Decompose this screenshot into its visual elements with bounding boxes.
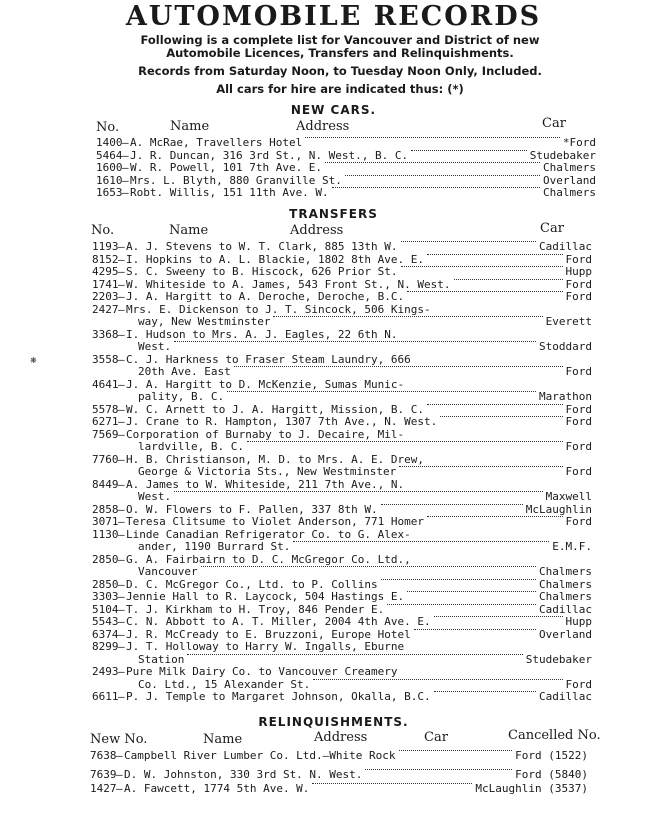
leader-dots xyxy=(174,341,536,342)
transfers-row-line xyxy=(0,529,667,541)
transfers-heading: TRANSFERS xyxy=(289,207,378,221)
new_cars-row-car: Overland xyxy=(543,173,596,187)
transfers-row-line xyxy=(0,316,667,328)
transfers-row-text: Linde Canadian Refrigerator Co. to G. Alex- xyxy=(126,527,411,541)
transfers-row-line xyxy=(0,491,667,503)
relinquishments-row-line xyxy=(0,769,667,781)
transfers-row-car: Ford xyxy=(565,277,592,291)
leader-dots xyxy=(293,541,549,542)
entry-dash: — xyxy=(118,277,125,291)
entry-dash: — xyxy=(122,136,129,149)
transfers-row-number: 3558 xyxy=(92,352,119,366)
transfers-row-text: I. Hopkins to A. L. Blackie, 1802 8th Ave. E. xyxy=(126,252,425,266)
transfers-row-number: 1741 xyxy=(92,277,119,291)
entry-dash: — xyxy=(118,552,125,566)
page-title: AUTOMOBILE RECORDS xyxy=(125,1,542,32)
transfers-row-text: D. C. McGregor Co., Ltd. to P. Collins xyxy=(126,577,378,591)
transfers-row-line xyxy=(0,629,667,641)
transfers-row-text: J. T. Holloway to Harry W. Ingalls, Eburne xyxy=(126,640,405,653)
transfers-col-car: Car xyxy=(540,221,564,236)
relinquishments-row-car: McLaughlin (3537) xyxy=(475,782,588,795)
transfers-row-line xyxy=(0,516,667,528)
new_cars-row-text: A. McRae, Travellers Hotel xyxy=(130,136,303,149)
entry-dash: — xyxy=(116,767,123,781)
transfers-row-number: 5543 xyxy=(92,615,119,628)
transfers-row-number: 1193 xyxy=(92,240,119,253)
transfers-row-number: 4641 xyxy=(92,377,119,391)
transfers-row-line xyxy=(0,379,667,391)
new_cars-row-line xyxy=(0,162,667,174)
transfers-row-number: 8299 xyxy=(92,640,119,653)
transfers-row-car: Chalmers xyxy=(539,565,592,578)
transfers-row-text: J. R. McCready to E. Bruzzoni, Europe Hotel xyxy=(126,627,411,641)
transfers-row-number: 6271 xyxy=(92,415,119,428)
leader-dots xyxy=(381,504,523,505)
entry-dash: — xyxy=(118,590,125,603)
transfers-row-text: lardville, B. C. xyxy=(138,440,244,453)
transfers-row-text: G. A. Fairbairn to D. C. McGregor Co. Ltd., xyxy=(126,552,411,566)
transfers-row-car: Cadillac xyxy=(539,690,592,703)
transfers-row-number: 2858 xyxy=(92,502,119,516)
transfers-row-line xyxy=(0,566,667,578)
leader-dots xyxy=(407,591,536,592)
transfers-row-line xyxy=(0,441,667,453)
transfers-row-car: Ford xyxy=(565,440,592,453)
leader-dots xyxy=(411,150,527,151)
intro-line-4: All cars for hire are indicated thus: (*) xyxy=(216,82,464,96)
transfers-row-text: way, New Westminster xyxy=(138,315,271,328)
relinq-col-car: Car xyxy=(424,730,448,745)
entry-dash: — xyxy=(118,502,125,516)
entry-dash: — xyxy=(118,452,125,466)
transfers-row-line xyxy=(0,391,667,403)
transfers-row-text: J. Crane to R. Hampton, 1307 7th Ave., N. West. xyxy=(126,415,438,428)
transfers-col-name: Name xyxy=(169,223,209,238)
new_cars-row-car: Chalmers xyxy=(543,161,596,174)
transfers-row-text: Station xyxy=(138,652,185,666)
transfers-row-car: Ford xyxy=(565,252,592,266)
transfers-row-number: 2427 xyxy=(92,302,119,316)
transfers-row-car: Ford xyxy=(565,365,592,378)
transfers-row-line xyxy=(0,341,667,353)
relinquishments-row-number: 1427 xyxy=(90,782,117,795)
relinquishments-row-number: 7639 xyxy=(90,767,117,781)
entry-dash: — xyxy=(118,240,125,253)
relinquishments-row-line xyxy=(0,750,667,762)
transfers-row-text: A. J. Stevens to W. T. Clark, 885 13th W. xyxy=(126,240,398,253)
transfers-row-line xyxy=(0,254,667,266)
entry-dash: — xyxy=(118,290,125,303)
new_cars-row-number: 1600 xyxy=(96,161,123,174)
print-speck: ❋ xyxy=(30,356,37,365)
leader-dots xyxy=(325,162,540,163)
leader-dots xyxy=(332,187,540,188)
transfers-row-car: Ford xyxy=(565,515,592,528)
transfers-row-line xyxy=(0,654,667,666)
new_cars-row-line xyxy=(0,175,667,187)
leader-dots xyxy=(440,416,563,417)
new-cars-col-name: Name xyxy=(170,119,210,134)
transfers-row-number: 2203 xyxy=(92,290,119,303)
intro-line-2: Automobile Licences, Transfers and Relinquishments. xyxy=(166,46,514,60)
transfers-row-number: 3071 xyxy=(92,515,119,528)
transfers-row-car: Chalmers xyxy=(539,577,592,591)
new_cars-row-text: Mrs. L. Blyth, 880 Granville St. xyxy=(130,173,342,187)
transfers-row-number: 8449 xyxy=(92,477,119,491)
leader-dots xyxy=(313,679,563,680)
entry-dash: — xyxy=(122,186,129,199)
transfers-row-line xyxy=(0,404,667,416)
transfers-row-line xyxy=(0,504,667,516)
leader-dots xyxy=(434,616,563,617)
transfers-row-text: Teresa Clitsume to Violet Anderson, 771 Homer xyxy=(126,515,425,528)
transfers-row-text: O. W. Flowers to F. Pallen, 337 8th W. xyxy=(126,502,378,516)
transfers-row-line xyxy=(0,304,667,316)
transfers-row-text: ander, 1190 Burrard St. xyxy=(138,540,291,553)
transfers-row-line xyxy=(0,604,667,616)
transfers-row-car: Maxwell xyxy=(545,490,592,503)
new-cars-col-address: Address xyxy=(296,119,350,134)
transfers-row-text: C. N. Abbott to A. T. Miller, 2004 4th Ave. E. xyxy=(126,615,431,628)
transfers-row-car: Cadillac xyxy=(539,240,592,253)
transfers-row-text: H. B. Christianson, M. D. to Mrs. A. E. Drew, xyxy=(126,452,425,466)
transfers-row-text: S. C. Sweeny to B. Hiscock, 626 Prior St. xyxy=(126,265,398,278)
entry-dash: — xyxy=(118,515,125,528)
transfers-row-number: 3368 xyxy=(92,327,119,341)
entry-dash: — xyxy=(118,402,125,416)
leader-dots xyxy=(387,604,536,605)
transfers-row-text: West. xyxy=(138,490,172,503)
transfers-row-text: Corporation of Burnaby to J. Decaire, Mil- xyxy=(126,427,405,441)
transfers-row-number: 2850 xyxy=(92,577,119,591)
entry-dash: — xyxy=(118,427,125,441)
entry-dash: — xyxy=(118,302,125,316)
transfers-row-text: A. James to W. Whiteside, 211 7th Ave., N. xyxy=(126,477,405,491)
relinq-col-new-no: New No. xyxy=(90,732,148,747)
transfers-row-car: E.M.F. xyxy=(552,540,592,553)
entry-dash: — xyxy=(122,173,129,187)
transfers-row-line xyxy=(0,479,667,491)
entry-dash: — xyxy=(118,640,125,653)
leader-dots xyxy=(414,629,536,630)
transfers-row-car: Hupp xyxy=(565,265,592,278)
new_cars-row-line xyxy=(0,187,667,199)
entry-dash: — xyxy=(118,527,125,541)
leader-dots xyxy=(399,466,563,467)
transfers-row-number: 5578 xyxy=(92,402,119,416)
entry-dash: — xyxy=(118,577,125,591)
transfers-row-line xyxy=(0,291,667,303)
transfers-row-line xyxy=(0,616,667,628)
transfers-row-car: Cadillac xyxy=(539,602,592,616)
entry-dash: — xyxy=(118,477,125,491)
new-cars-heading: NEW CARS. xyxy=(290,103,377,117)
transfers-row-line xyxy=(0,366,667,378)
new_cars-row-car: *Ford xyxy=(562,136,596,149)
entry-dash: — xyxy=(116,782,123,795)
transfers-row-car: Marathon xyxy=(539,390,592,403)
new_cars-row-text: Robt. Willis, 151 11th Ave. W. xyxy=(130,186,329,199)
transfers-row-car: Studebaker xyxy=(525,652,592,666)
transfers-row-car: Ford xyxy=(565,465,592,478)
relinquishments-row-number: 7638 xyxy=(90,749,117,762)
leader-dots xyxy=(381,579,536,580)
relinquishments-row-text: Campbell River Lumber Co. Ltd.—White Rock xyxy=(124,749,396,762)
leader-dots xyxy=(312,783,472,784)
new_cars-row-car: Chalmers xyxy=(543,186,596,199)
new_cars-row-line xyxy=(0,150,667,162)
transfers-row-line xyxy=(0,641,667,653)
new_cars-row-text: J. R. Duncan, 316 3rd St., N. West., B. C. xyxy=(130,148,409,162)
transfers-row-car: Ford xyxy=(565,402,592,416)
entry-dash: — xyxy=(118,615,125,628)
relinq-col-cancelled-no: Cancelled No. xyxy=(508,728,601,743)
transfers-row-number: 7760 xyxy=(92,452,119,466)
transfers-row-line xyxy=(0,454,667,466)
leader-dots xyxy=(365,769,512,770)
transfers-row-line xyxy=(0,579,667,591)
transfers-row-line xyxy=(0,691,667,703)
entry-dash: — xyxy=(118,602,125,616)
transfers-row-car: Overland xyxy=(539,627,592,641)
transfers-row-number: 4295 xyxy=(92,265,119,278)
relinquishments-row-line xyxy=(0,783,667,795)
new_cars-row-text: W. R. Powell, 101 7th Ave. E. xyxy=(130,161,323,174)
transfers-row-line xyxy=(0,466,667,478)
transfers-row-text: Pure Milk Dairy Co. to Vancouver Creamery xyxy=(126,665,398,678)
relinquishments-row-car: Ford (5840) xyxy=(515,767,588,781)
entry-dash: — xyxy=(118,627,125,641)
transfers-row-text: pality, B. C. xyxy=(138,390,225,403)
new_cars-row-number: 1400 xyxy=(96,136,123,149)
leader-dots xyxy=(427,516,563,517)
transfers-row-car: Everett xyxy=(545,315,592,328)
transfers-row-line xyxy=(0,429,667,441)
transfers-row-line xyxy=(0,329,667,341)
transfers-row-number: 5104 xyxy=(92,602,119,616)
transfers-row-number: 3303 xyxy=(92,590,119,603)
leader-dots xyxy=(174,491,543,492)
relinquishments-heading: RELINQUISHMENTS. xyxy=(258,715,409,729)
leader-dots xyxy=(273,316,543,317)
new_cars-row-number: 1653 xyxy=(96,186,123,199)
transfers-row-car: Ford xyxy=(565,415,592,428)
transfers-col-address: Address xyxy=(290,223,344,238)
relinquishments-row-car: Ford (1522) xyxy=(515,749,588,762)
leader-dots xyxy=(454,279,563,280)
leader-dots xyxy=(234,366,563,367)
transfers-row-car: Ford xyxy=(565,677,592,691)
relinq-col-address: Address xyxy=(314,730,368,745)
transfers-row-line xyxy=(0,541,667,553)
new_cars-row-number: 5464 xyxy=(96,148,123,162)
transfers-row-line xyxy=(0,679,667,691)
relinquishments-row-text: D. W. Johnston, 330 3rd St. N. West. xyxy=(124,767,363,781)
leader-dots xyxy=(427,404,563,405)
transfers-row-car: Stoddard xyxy=(539,340,592,353)
leader-dots xyxy=(345,175,540,176)
leader-dots xyxy=(399,750,512,751)
entry-dash: — xyxy=(118,415,125,428)
relinq-col-name: Name xyxy=(203,732,243,747)
entry-dash: — xyxy=(116,749,123,762)
entry-dash: — xyxy=(122,148,129,162)
leader-dots xyxy=(305,137,560,138)
new_cars-row-line xyxy=(0,137,667,149)
transfers-row-line xyxy=(0,554,667,566)
transfers-row-car: Hupp xyxy=(565,615,592,628)
leader-dots xyxy=(201,566,536,567)
transfers-row-number: 6611 xyxy=(92,690,119,703)
transfers-row-number: 2850 xyxy=(92,552,119,566)
new-cars-col-car: Car xyxy=(542,116,566,131)
entry-dash: — xyxy=(118,665,125,678)
new-cars-col-no: No. xyxy=(96,120,120,135)
transfers-row-text: George & Victoria Sts., New Westminster xyxy=(138,465,397,478)
transfers-row-line xyxy=(0,666,667,678)
transfers-row-text: J. A. Hargitt to D. McKenzie, Sumas Munic- xyxy=(126,377,405,391)
transfers-row-text: P. J. Temple to Margaret Johnson, Okalla, B.C. xyxy=(126,690,431,703)
intro-line-1: Following is a complete list for Vancouver and District of new xyxy=(140,33,540,47)
entry-dash: — xyxy=(122,161,129,174)
new_cars-row-car: Studebaker xyxy=(529,148,596,162)
transfers-row-text: W. Whiteside to A. James, 543 Front St., N. West. xyxy=(126,277,451,291)
transfers-row-text: Jennie Hall to R. Laycock, 504 Hastings E. xyxy=(126,590,405,603)
transfers-row-text: W. C. Arnett to J. A. Hargitt, Mission, B. C. xyxy=(126,402,425,416)
transfers-row-text: J. A. Hargitt to A. Deroche, Deroche, B.C. xyxy=(126,290,405,303)
leader-dots xyxy=(187,654,523,655)
entry-dash: — xyxy=(118,265,125,278)
transfers-row-text: Mrs. E. Dickenson to J. T. Sincock, 506 Kings- xyxy=(126,302,431,316)
transfers-row-text: I. Hudson to Mrs. A. J. Eagles, 22 6th N. xyxy=(126,327,398,341)
transfers-col-no: No. xyxy=(91,223,115,238)
transfers-row-car: Ford xyxy=(565,290,592,303)
leader-dots xyxy=(401,266,563,267)
transfers-row-text: Co. Ltd., 15 Alexander St. xyxy=(138,677,311,691)
transfers-row-number: 8152 xyxy=(92,252,119,266)
transfers-row-number: 6374 xyxy=(92,627,119,641)
transfers-row-text: West. xyxy=(138,340,172,353)
leader-dots xyxy=(427,254,563,255)
relinquishments-row-text: A. Fawcett, 1774 5th Ave. W. xyxy=(124,782,310,795)
leader-dots xyxy=(227,391,536,392)
intro-line-3: Records from Saturday Noon, to Tuesday Noon Only, Included. xyxy=(138,64,542,78)
transfers-row-line xyxy=(0,591,667,603)
transfers-row-car: Chalmers xyxy=(539,590,592,603)
entry-dash: — xyxy=(118,352,125,366)
transfers-row-text: T. J. Kirkham to H. Troy, 846 Pender E. xyxy=(126,602,385,616)
transfers-row-line xyxy=(0,354,667,366)
transfers-row-line xyxy=(0,266,667,278)
transfers-row-text: Vancouver xyxy=(138,565,198,578)
new_cars-row-number: 1610 xyxy=(96,173,123,187)
transfers-row-line xyxy=(0,279,667,291)
transfers-row-number: 7569 xyxy=(92,427,119,441)
leader-dots xyxy=(407,291,563,292)
entry-dash: — xyxy=(118,252,125,266)
transfers-row-text: C. J. Harkness to Fraser Steam Laundry, 666 xyxy=(126,352,411,366)
transfers-row-line xyxy=(0,241,667,253)
leader-dots xyxy=(247,441,563,442)
transfers-row-line xyxy=(0,416,667,428)
transfers-row-number: 2493 xyxy=(92,665,119,678)
entry-dash: — xyxy=(118,377,125,391)
entry-dash: — xyxy=(118,690,125,703)
transfers-row-number: 1130 xyxy=(92,527,119,541)
leader-dots xyxy=(434,691,536,692)
transfers-row-text: 20th Ave. East xyxy=(138,365,231,378)
transfers-row-car: McLaughlin xyxy=(525,502,592,516)
entry-dash: — xyxy=(118,327,125,341)
leader-dots xyxy=(401,241,536,242)
